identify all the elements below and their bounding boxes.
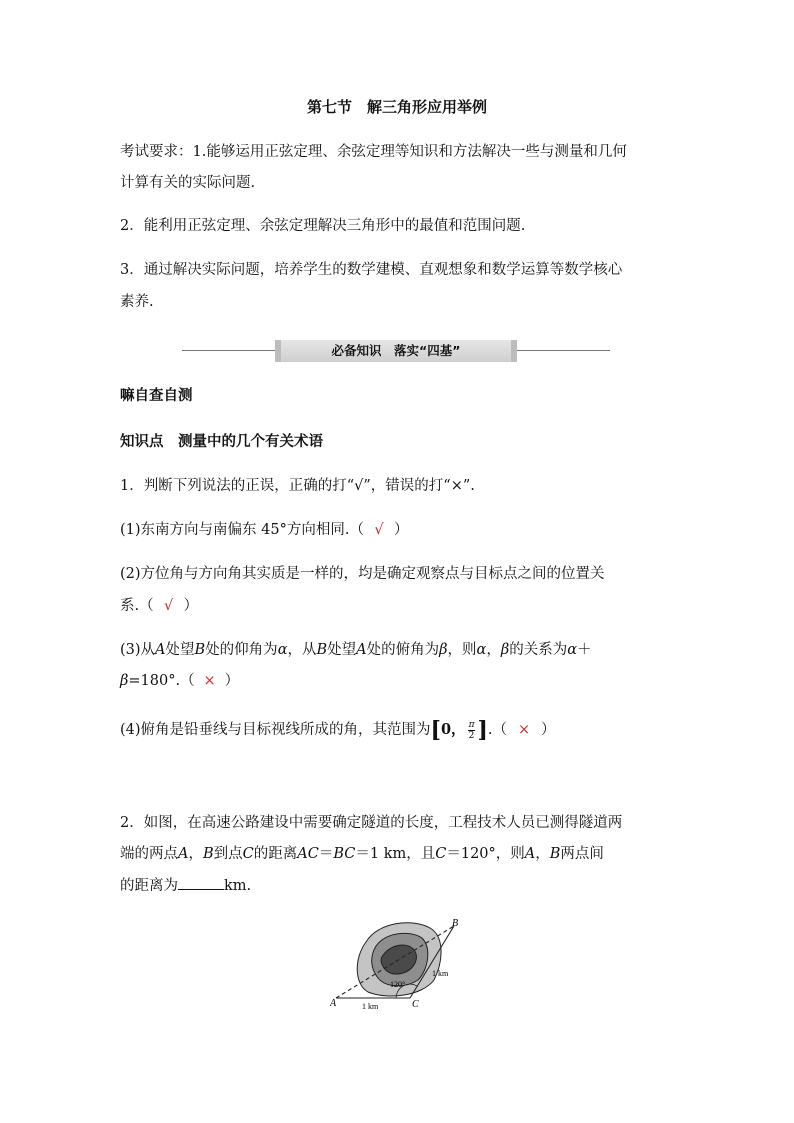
q2-text: 到点	[213, 846, 243, 862]
banner-label: 必备知识 落实“四基”	[275, 340, 517, 362]
angle-label: 120°	[390, 980, 406, 989]
s4-text: (4)俯角是铅垂线与目标视线所成的角，其范围为	[120, 722, 431, 738]
statement-3-close: ）	[224, 673, 240, 689]
statement-1-answer-mark: √	[374, 522, 384, 538]
s3-text: 处的仰角为	[205, 642, 278, 658]
q2-var-c: C	[242, 846, 254, 862]
label-b: B	[452, 918, 459, 929]
s3-text: ，从	[287, 642, 317, 658]
s3-alpha: α	[567, 642, 577, 658]
requirement-item-3-line-1: 3．通过解决实际问题，培养学生的数学建模、直观想象和数学运算等数学核心	[120, 262, 623, 278]
s3-text: 的关系为	[509, 642, 568, 658]
q2-text: ，	[535, 846, 550, 862]
knowledge-point-heading: 知识点 测量中的几个有关术语	[120, 434, 323, 450]
fraction-denominator: 2	[468, 730, 475, 741]
fraction-numerator: π	[468, 719, 475, 730]
q2-var-a: A	[524, 846, 536, 862]
interval-zero: 0，	[440, 721, 466, 738]
s3-beta: β	[500, 642, 510, 658]
banner-rule-right	[517, 350, 610, 351]
s3-text: 处望	[165, 642, 195, 658]
question-2-line-1: 2．如图，在高速公路建设中需要确定隧道的长度，工程技术人员已测得隧道两	[120, 815, 623, 831]
label-a: A	[330, 998, 337, 1009]
s3-text: (3)从	[120, 642, 156, 658]
s3-plus: ＋	[577, 642, 592, 658]
s3-text: ，	[486, 642, 501, 658]
statement-4-answer-mark: ×	[517, 722, 531, 738]
q2-text: ＝1 km，且	[355, 846, 436, 862]
self-check-heading: 嘛自查自测	[120, 388, 193, 404]
q2-text: 两点间	[560, 846, 604, 862]
s3-alpha: α	[476, 642, 487, 658]
pi-over-two-fraction	[468, 720, 476, 741]
side-ac-label: 1 km	[362, 1002, 379, 1010]
statement-4-close: ）	[541, 722, 556, 738]
s3-beta: β	[120, 673, 129, 689]
s3-var-a: A	[356, 642, 367, 658]
q2-var-a: A	[178, 846, 189, 862]
s3-var-b: B	[316, 642, 328, 658]
s3-beta: β	[439, 642, 448, 658]
question-1-statement-4	[120, 718, 680, 742]
question-1-statement-3-line-2	[120, 671, 680, 691]
q2-var-b: B	[549, 846, 561, 862]
s4-text: .（	[487, 722, 508, 738]
requirement-item-3-line-2: 素养.	[120, 294, 154, 310]
statement-1-text: (1)东南方向与南偏东 45°方向相同.（	[120, 522, 364, 538]
q2-var-c: C	[435, 846, 447, 862]
q2-text: 端的两点	[120, 846, 178, 862]
banner-rule-left	[182, 350, 275, 351]
interval-close-bracket: ]	[477, 717, 488, 743]
section-title: 第七节 解三角形应用举例	[306, 98, 487, 116]
q2-var-b: B	[202, 846, 214, 862]
question-1-statement-3-line-1	[120, 640, 680, 660]
statement-2-text: 系.（	[120, 598, 154, 614]
statement-1-close: ）	[393, 522, 409, 538]
s3-alpha: α	[277, 642, 288, 658]
question-1-statement-2-line-2	[120, 596, 680, 616]
q2-var-ac: AC	[297, 846, 319, 862]
section-banner	[182, 340, 610, 362]
s3-text: =180°.（	[128, 673, 195, 689]
q2-text: 的距离	[253, 846, 298, 862]
q2-text: ＝	[318, 846, 334, 862]
s3-var-b: B	[194, 642, 206, 658]
q2-var-bc: BC	[333, 846, 356, 862]
requirement-line-2: 计算有关的实际问题.	[120, 175, 256, 191]
side-bc-label: 1 km	[432, 969, 449, 978]
q2-unit: km.	[224, 878, 252, 894]
statement-2-close: ）	[183, 598, 199, 614]
q2-text: ，	[188, 846, 203, 862]
s3-text: 处望	[327, 642, 357, 658]
interval-open-bracket: [	[430, 717, 441, 743]
q2-text: ＝120°，则	[446, 846, 525, 862]
question-1-statement-1	[120, 520, 680, 540]
requirement-item-2: 2．能利用正弦定理、余弦定理解决三角形中的最值和范围问题.	[120, 218, 526, 234]
statement-3-answer-mark: ×	[203, 673, 216, 689]
question-1-stem: 1．判断下列说法的正误，正确的打“√”，错误的打“×”.	[120, 478, 475, 494]
label-c: C	[412, 999, 419, 1010]
question-1-statement-2-line-1: (2)方位角与方向角其实质是一样的，均是确定观察点与目标点之间的位置关	[120, 566, 605, 582]
statement-2-answer-mark: √	[163, 598, 174, 614]
answer-blank[interactable]	[178, 875, 224, 890]
s3-var-a: A	[155, 642, 166, 658]
tunnel-figure	[326, 916, 476, 1010]
q2-text: 的距离为	[120, 878, 178, 894]
question-2-line-3	[120, 875, 680, 896]
s3-text: ，则	[447, 642, 477, 658]
requirement-line-1: 考试要求：1.能够运用正弦定理、余弦定理等知识和方法解决一些与测量和几何	[120, 144, 627, 160]
question-2-line-2	[120, 844, 680, 864]
s3-text: 处的俯角为	[366, 642, 440, 658]
